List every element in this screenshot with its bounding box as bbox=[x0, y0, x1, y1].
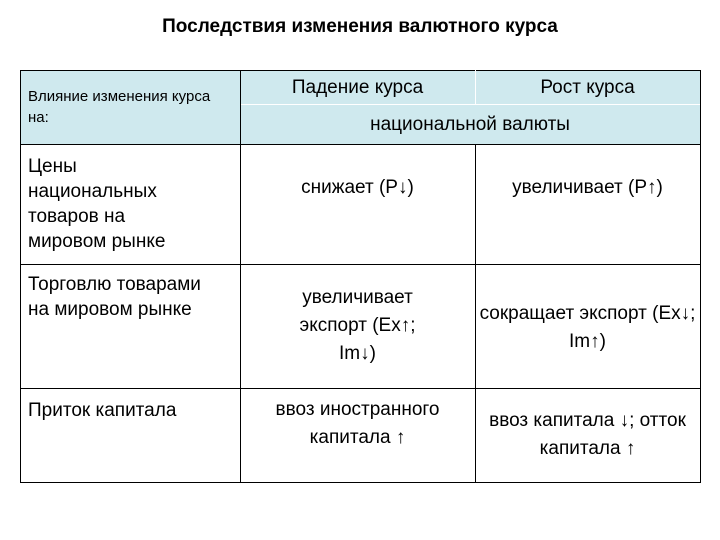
header-influence-cell bbox=[20, 70, 240, 144]
row-capital-rise: ввоз капитала ↓; отток капитала ↑ bbox=[489, 410, 686, 459]
row1-bottom-line bbox=[20, 264, 700, 265]
row-capital-fall: ввоз иностранного капитала ↑ bbox=[275, 399, 440, 448]
header-col2-divider bbox=[475, 70, 476, 104]
col2-divider bbox=[475, 144, 476, 482]
row-label-prices: Цены национальных товаров на мировом рынке bbox=[28, 156, 166, 252]
table-border-right bbox=[700, 70, 701, 482]
row-trade-rise: сокращает экспорт (Ex↓; Im↑) bbox=[479, 303, 696, 352]
header-bottom-line bbox=[20, 144, 700, 145]
header-fall-cell bbox=[240, 70, 475, 104]
table-border-top bbox=[20, 70, 700, 71]
page-title: Последствия изменения валютного курса bbox=[162, 16, 558, 37]
header-influence-label: Влияние изменения курса на: bbox=[28, 88, 211, 126]
row-prices-fall: снижает (P↓) bbox=[301, 177, 414, 198]
header-currency-cell bbox=[240, 104, 700, 144]
header-rise-cell bbox=[475, 70, 700, 104]
row-trade-fall: увеличивает экспорт (Ex↑; Im↓) bbox=[299, 287, 416, 364]
row-prices-rise: увеличивает (P↑) bbox=[512, 177, 663, 198]
row-label-trade: Торговлю товарами на мировом рынке bbox=[28, 274, 201, 320]
row-label-capital: Приток капитала bbox=[28, 400, 177, 421]
header-rise-label: Рост курса bbox=[540, 76, 635, 98]
table-border-left bbox=[20, 70, 21, 482]
row2-bottom-line bbox=[20, 388, 700, 389]
table-border-bottom bbox=[20, 482, 701, 483]
header-fall-label: Падение курса bbox=[291, 76, 424, 98]
col1-divider bbox=[240, 70, 241, 482]
header-currency-label: национальной валюты bbox=[370, 113, 570, 135]
header-split-line bbox=[240, 104, 700, 105]
